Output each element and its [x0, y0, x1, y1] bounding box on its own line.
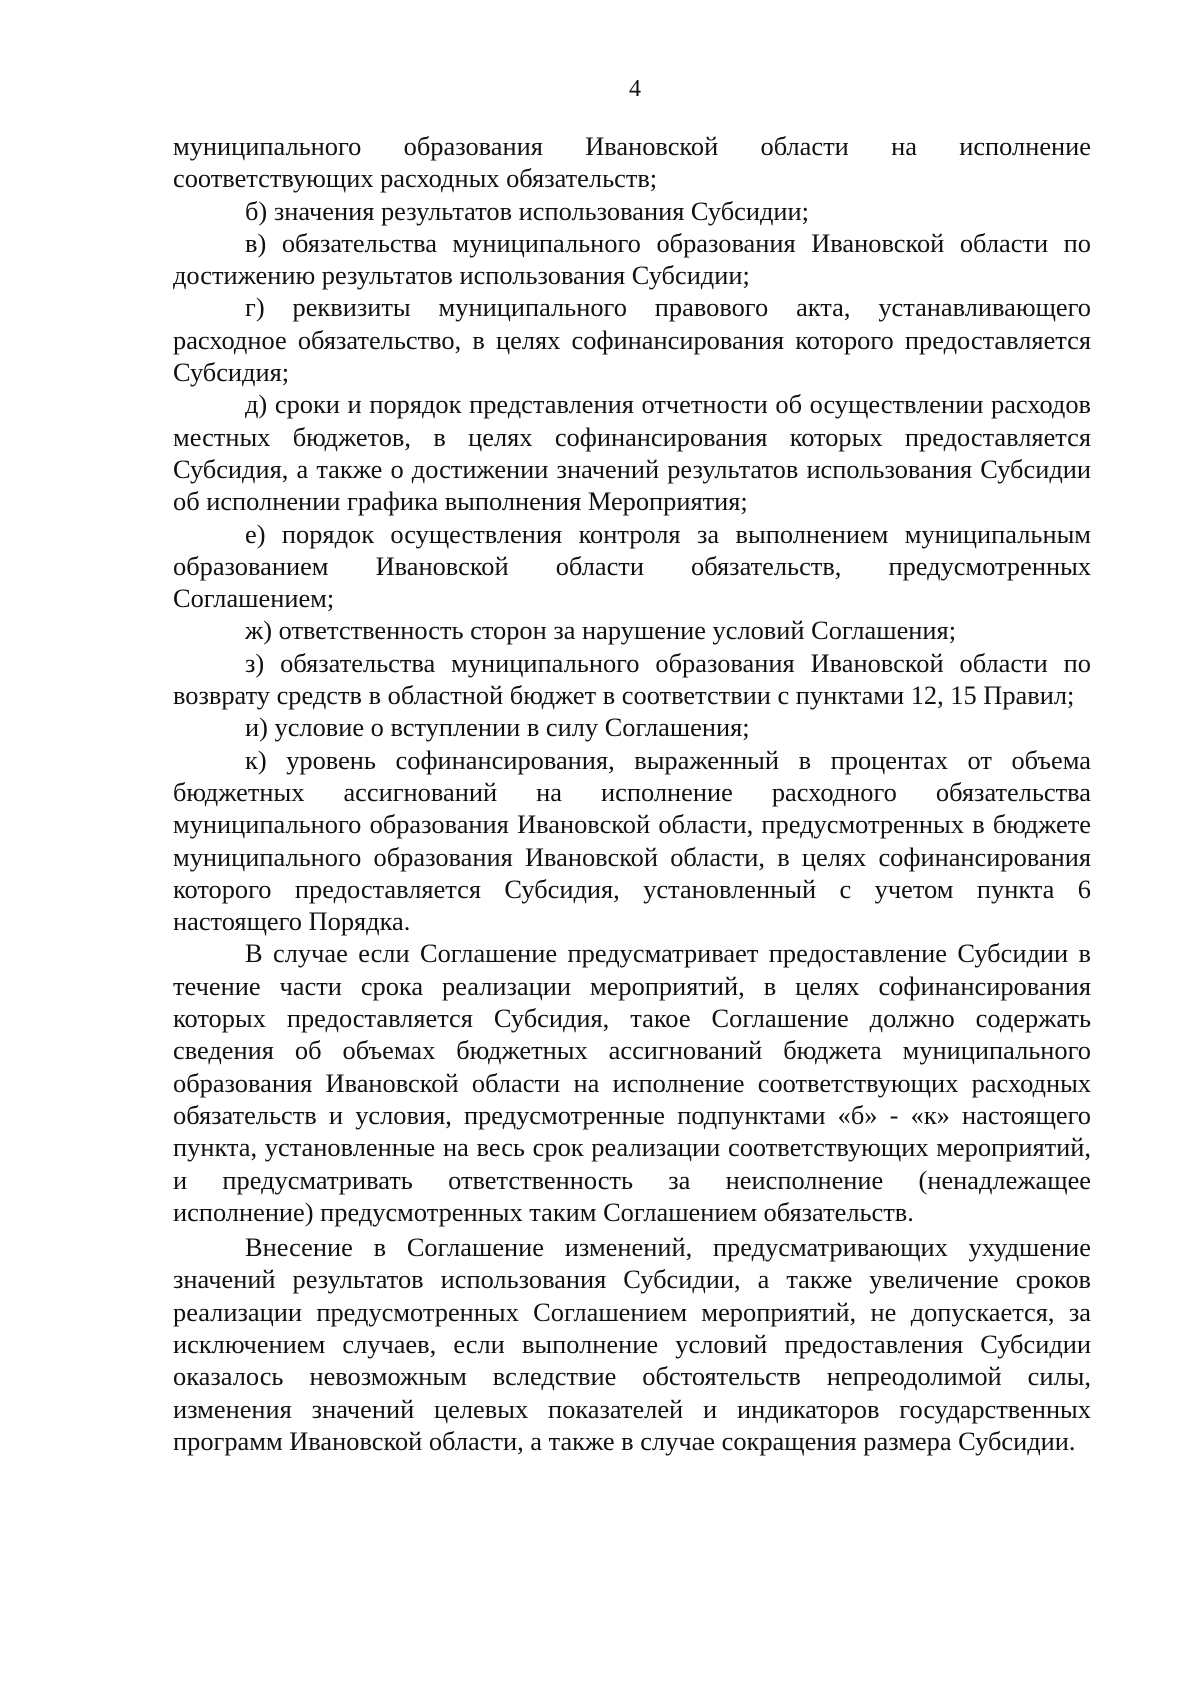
- paragraph-item-g: г) реквизиты муниципального правового акта, устанавливающего расходное обязательство, в целях софинансирования которого предоставляется Субсидия;: [173, 292, 1091, 388]
- paragraph-item-zh: ж) ответственность сторон за нарушение условий Соглашения;: [245, 615, 957, 646]
- document-body: [173, 130, 1091, 1457]
- paragraph-continuation: муниципального образования Ивановской области на исполнение соответствующих расходных обязательств;: [173, 131, 1091, 194]
- paragraph-item-k: к) уровень софинансирования, выраженный в процентах от объема бюджетных ассигнований на исполнение расходного обязательства муниципального образования Ивановской области, предусмотренных в бюджете муниципального образования Ивановской области, в целях софинансирования которого предоставляется Субсидия, установленный с учетом пункта 6 настоящего Порядка.: [173, 744, 1091, 937]
- paragraph-amendments: Внесение в Соглашение изменений, предусматривающих ухудшение значений результатов использования Субсидии, а также увеличение сроков реализации предусмотренных Соглашением мероприятий, не допускается, за исключением случаев, если выполнение условий предоставления Субсидии оказалось невозможным вследствие обстоятельств непреодолимой силы, изменения значений целевых показателей и индикаторов государственных программ Ивановской области, а также в случае сокращения размера Субсидии.: [173, 1232, 1091, 1456]
- paragraph-item-b: б) значения результатов использования Субсидии;: [245, 195, 809, 226]
- paragraph-item-i: и) условие о вступлении в силу Соглашения;: [245, 712, 750, 743]
- paragraph-item-e: е) порядок осуществления контроля за выполнением муниципальным образованием Ивановской области обязательств, предусмотренных Соглашением;: [173, 518, 1091, 614]
- paragraph-item-d: д) сроки и порядок представления отчетности об осуществлении расходов местных бюджетов, в целях софинансирования которых предоставляется Субсидия, а также о достижении значений результатов использования Субсидии об исполнении графика выполнения Мероприятия;: [173, 389, 1091, 517]
- page-number: 4: [629, 76, 641, 102]
- paragraph-partial-term: В случае если Соглашение предусматривает предоставление Субсидии в течение части срока реализации мероприятий, в целях софинансирования которых предоставляется Субсидия, такое Соглашение должно содержать сведения об объемах бюджетных ассигнований бюджета муниципального образования Ивановской области на исполнение соответствующих расходных обязательств и условия, предусмотренные подпунктами «б» - «к» настоящего пункта, установленные на весь срок реализации соответствующих мероприятий, и предусматривать ответственность за неисполнение (ненадлежащее исполнение) предусмотренных таким Соглашением обязательств.: [173, 938, 1091, 1227]
- paragraph-item-z: з) обязательства муниципального образования Ивановской области по возврату средств в областной бюджет в соответствии с пунктами 12, 15 Правил;: [173, 647, 1091, 711]
- paragraph-item-v: в) обязательства муниципального образования Ивановской области по достижению результатов использования Субсидии;: [173, 227, 1091, 291]
